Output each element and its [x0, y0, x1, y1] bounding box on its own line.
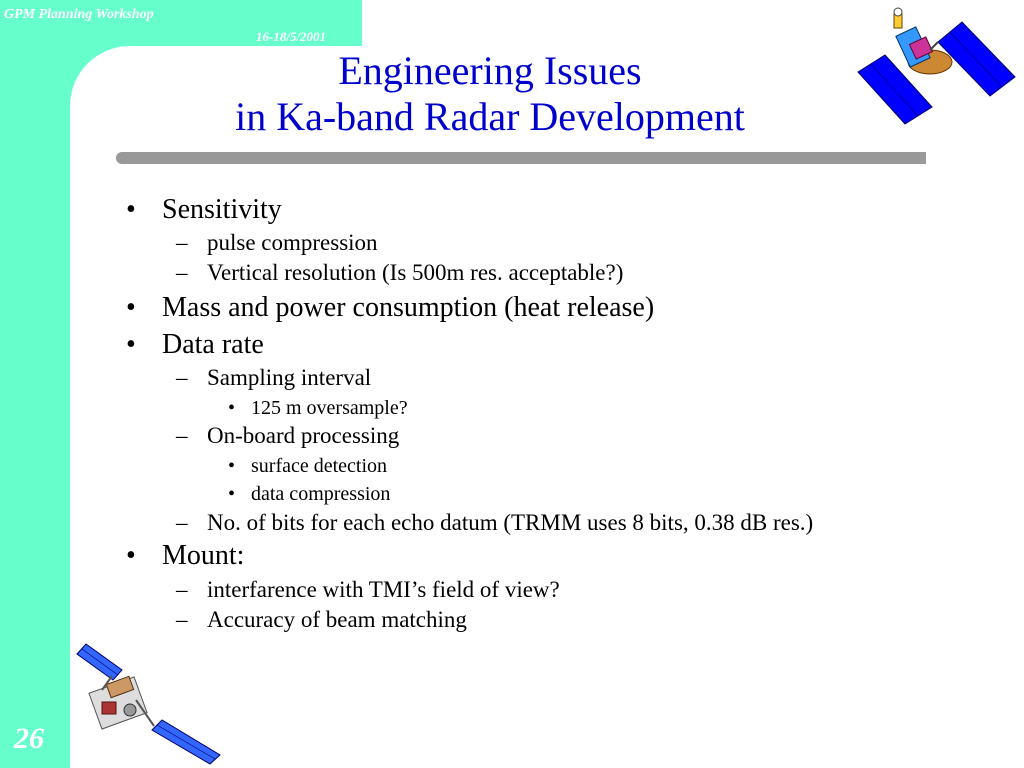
sub-sub-bullet-surface-detection — [228, 455, 387, 478]
bullet-marker: • — [126, 194, 136, 225]
workshop-dates: 16-18/5/2001 — [256, 29, 327, 44]
bullet-mass-power — [126, 292, 654, 324]
left-frame-bar — [0, 0, 70, 768]
bullet-text: Mass and power consumption (heat release) — [162, 292, 655, 323]
sub-bullet-onboard-processing — [176, 423, 399, 449]
bullet-text: Accuracy of beam matching — [207, 607, 467, 632]
sub-bullet-interference — [176, 577, 560, 603]
bullet-data-rate — [126, 329, 264, 361]
slide-title — [150, 48, 830, 140]
bullet-text: pulse compression — [207, 230, 378, 255]
sub-bullet-pulse-compression — [176, 230, 378, 256]
page-number: 26 — [14, 722, 44, 755]
workshop-name: GPM Planning Workshop — [4, 7, 154, 22]
solar-panel-upper — [77, 644, 122, 680]
bullet-marker: • — [126, 329, 136, 360]
dash-marker: – — [176, 423, 188, 448]
sub-sub-bullet-data-compression — [228, 483, 390, 506]
sub-bullet-beam-matching — [176, 607, 467, 633]
bullet-mount — [126, 540, 244, 572]
sub-bullet-sampling-interval — [176, 365, 371, 391]
satellite-body — [89, 676, 154, 729]
bullet-text: No. of bits for each echo datum (TRMM uses 8 bits, 0.38 dB res.) — [207, 510, 814, 535]
bullet-text: Sampling interval — [207, 365, 372, 390]
sub-bullet-vertical-resolution — [176, 260, 623, 286]
bullet-text: data compression — [251, 483, 391, 505]
dash-marker: – — [176, 230, 188, 255]
dash-marker: – — [176, 260, 188, 285]
sub-bullet-bits-per-datum — [176, 510, 813, 536]
bullet-marker: • — [126, 292, 136, 323]
small-bullet-marker: • — [228, 455, 236, 477]
bullet-marker: • — [126, 540, 136, 571]
bullet-text: interfarence with TMI’s field of view? — [207, 577, 560, 602]
sub-sub-bullet-oversample — [228, 397, 408, 420]
bullet-text: Mount: — [162, 540, 245, 571]
title-line-1: Engineering Issues — [338, 48, 642, 93]
dash-marker: – — [176, 510, 188, 535]
solar-panel-lower — [152, 720, 220, 764]
bullet-text: surface detection — [251, 455, 388, 477]
small-bullet-marker: • — [228, 397, 236, 419]
satellite-icon-bottom — [72, 640, 227, 765]
bullet-text: Data rate — [162, 329, 264, 360]
bullet-text: 125 m oversample? — [251, 397, 408, 419]
small-bullet-marker: • — [228, 483, 236, 505]
bullet-text: On-board processing — [207, 423, 400, 448]
title-underline-bar — [116, 152, 926, 164]
dash-marker: – — [176, 365, 188, 390]
bullet-sensitivity — [126, 194, 282, 226]
bullet-text: Sensitivity — [162, 194, 282, 225]
bullet-text: Vertical resolution (Is 500m res. acceptable?) — [207, 260, 624, 285]
satellite-icon-top — [850, 2, 1020, 127]
dash-marker: – — [176, 577, 188, 602]
dash-marker: – — [176, 607, 188, 632]
title-line-2: in Ka-band Radar Development — [235, 94, 745, 139]
